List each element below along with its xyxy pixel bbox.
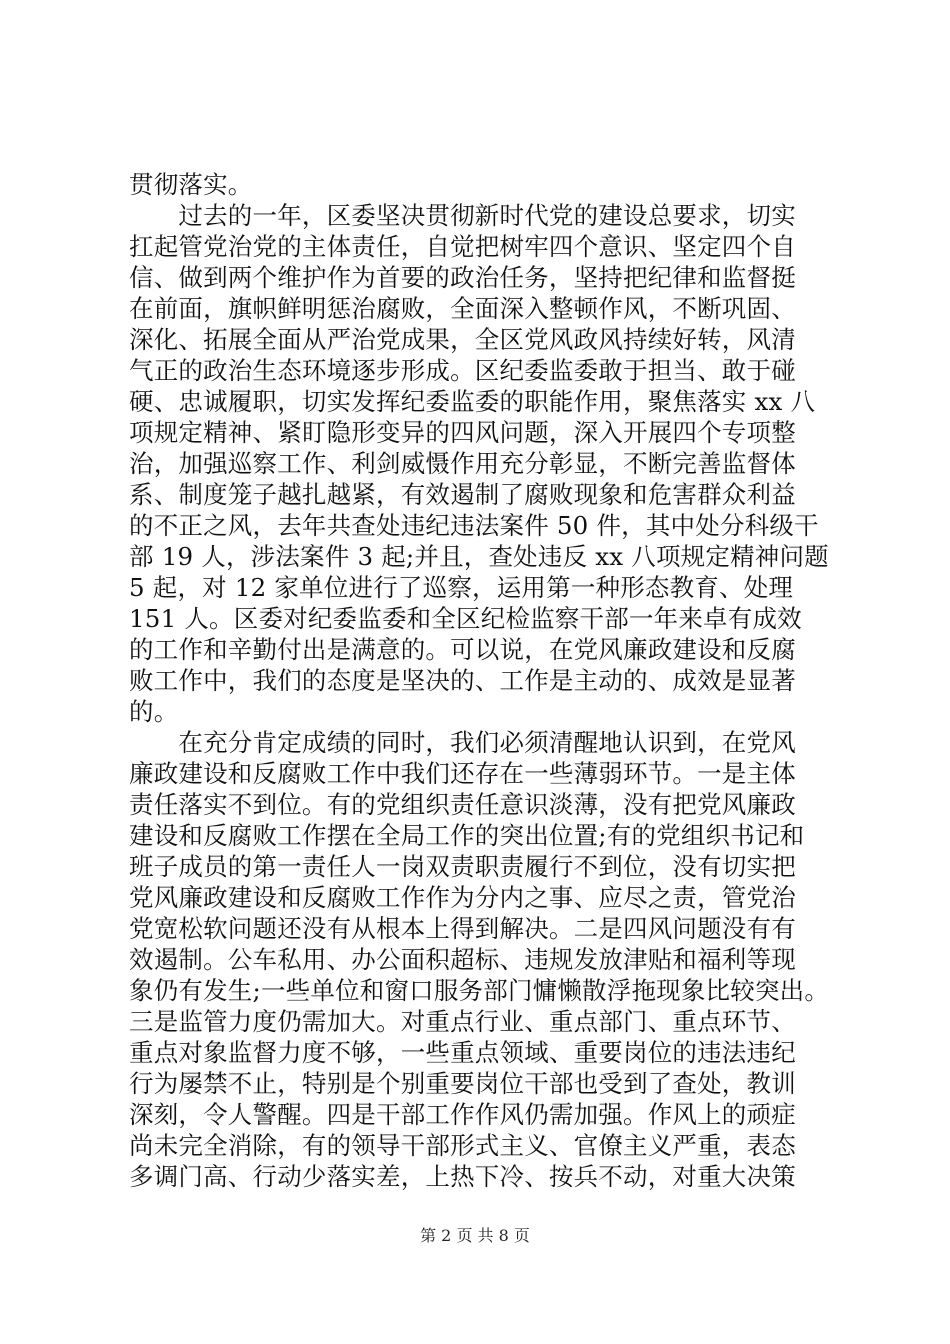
text-line: 的工作和辛勤付出是满意的。可以说，在党风廉政建设和反腐 — [129, 635, 796, 664]
text-line: 气正的政治生态环境逐步形成。区纪委监委敢于担当、敢于碰 — [129, 356, 796, 385]
text-line: 项规定精神、紧盯隐形变异的四风问题，深入开展四个专项整 — [129, 418, 796, 447]
text-line: 多调门高、行动少落实差，上热下冷、按兵不动，对重大决策 — [129, 1162, 796, 1191]
text-line: 硬、忠诚履职，切实发挥纪委监委的职能作用，聚焦落实 xx 八 — [129, 387, 816, 416]
text-line: 党风廉政建设和反腐败工作作为分内之事、应尽之责，管党治 — [129, 883, 796, 912]
text-line: 的。 — [129, 697, 179, 726]
text-line: 廉政建设和反腐败工作中我们还存在一些薄弱环节。一是主体 — [129, 759, 796, 788]
text-line: 贯彻落实。 — [129, 170, 253, 199]
text-line: 败工作中，我们的态度是坚决的、工作是主动的、成效是显著 — [129, 666, 796, 695]
text-line: 责任落实不到位。有的党组织责任意识淡薄，没有把党风廉政 — [129, 790, 796, 819]
page-footer: 第 2 页 共 8 页 — [420, 1226, 530, 1245]
text-line: 深刻，令人警醒。四是干部工作作风仍需加强。作风上的顽症 — [129, 1100, 796, 1129]
text-line: 象仍有发生;一些单位和窗口服务部门慵懒散浮拖现象比较突出。 — [129, 976, 830, 1005]
text-line: 三是监管力度仍需加大。对重点行业、重点部门、重点环节、 — [129, 1007, 796, 1036]
text-line: 的不正之风，去年共查处违纪违法案件 50 件，其中处分科级干 — [129, 511, 819, 540]
text-line: 在充分肯定成绩的同时，我们必须清醒地认识到，在党风 — [129, 728, 796, 757]
text-line: 建设和反腐败工作摆在全局工作的突出位置;有的党组织书记和 — [129, 821, 805, 850]
text-line: 在前面，旗帜鲜明惩治腐败，全面深入整顿作风，不断巩固、 — [129, 294, 796, 323]
text-line: 效遏制。公车私用、办公面积超标、违规发放津贴和福利等现 — [129, 945, 796, 974]
text-line: 151 人。区委对纪委监委和全区纪检监察干部一年来卓有成效 — [129, 604, 802, 633]
text-line: 5 起，对 12 家单位进行了巡察，运用第一种形态教育、处理 — [129, 573, 794, 602]
text-line: 党宽松软问题还没有从根本上得到解决。二是四风问题没有有 — [129, 914, 796, 943]
text-line: 部 19 人，涉法案件 3 起;并且，查处违反 xx 八项规定精神问题 — [129, 542, 829, 571]
text-line: 深化、拓展全面从严治党成果，全区党风政风持续好转，风清 — [129, 325, 796, 354]
body-text — [129, 169, 829, 1192]
text-line: 系、制度笼子越扎越紧，有效遏制了腐败现象和危害群众利益 — [129, 480, 796, 509]
text-line: 行为屡禁不止，特别是个别重要岗位干部也受到了查处，教训 — [129, 1069, 796, 1098]
text-line: 班子成员的第一责任人一岗双责职责履行不到位，没有切实把 — [129, 852, 796, 881]
text-line: 扛起管党治党的主体责任，自觉把树牢四个意识、坚定四个自 — [129, 232, 796, 261]
text-line: 尚未完全消除，有的领导干部形式主义、官僚主义严重，表态 — [129, 1131, 796, 1160]
text-line: 治，加强巡察工作、利剑威慑作用充分彰显，不断完善监督体 — [129, 449, 796, 478]
text-line: 重点对象监督力度不够，一些重点领域、重要岗位的违法违纪 — [129, 1038, 796, 1067]
text-line: 信、做到两个维护作为首要的政治任务，坚持把纪律和监督挺 — [129, 263, 796, 292]
text-line: 过去的一年，区委坚决贯彻新时代党的建设总要求，切实 — [129, 201, 796, 230]
